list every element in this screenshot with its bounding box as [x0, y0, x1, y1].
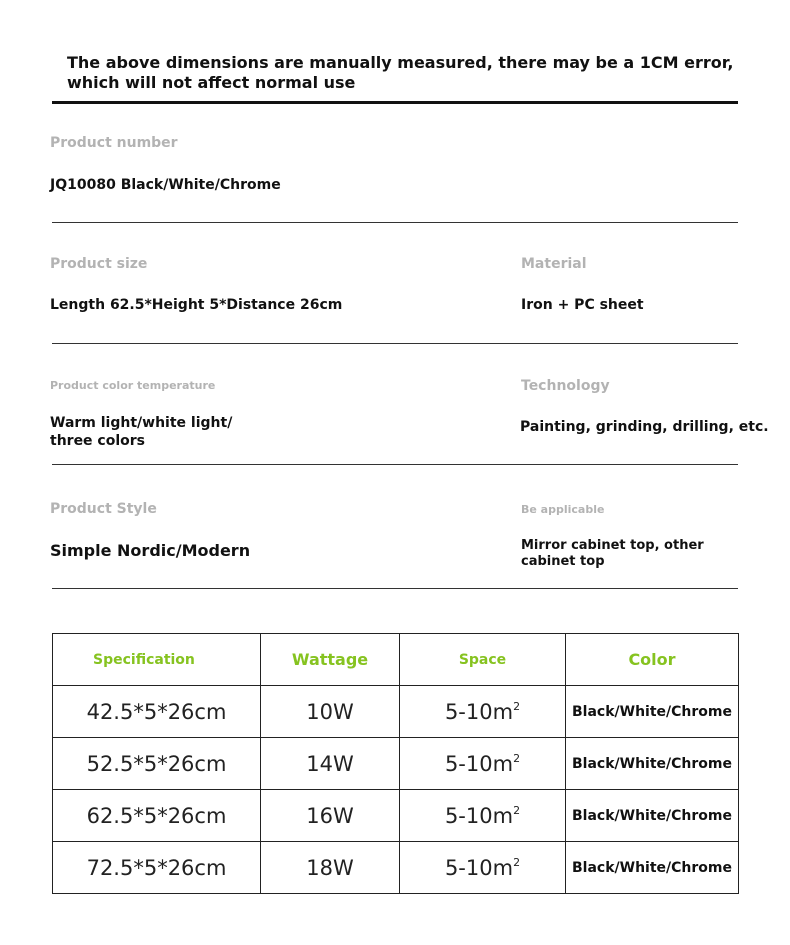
applicable-value-line1: Mirror cabinet top, other: [521, 538, 704, 553]
space-cell: [400, 842, 566, 894]
color-cell: Black/White/Chrome: [566, 790, 739, 842]
divider: [52, 101, 738, 104]
product-size-value: Length 62.5*Height 5*Distance 26cm: [50, 297, 343, 313]
technology-value: Painting, grinding, drilling, etc.: [520, 419, 769, 435]
technology-label: Technology: [521, 378, 610, 394]
wattage-cell: 18W: [261, 842, 400, 894]
material-value: Iron + PC sheet: [521, 297, 644, 313]
applicable-value-line2: cabinet top: [521, 554, 605, 569]
table-header-row: [53, 634, 739, 686]
space-value: 5-10m: [444, 855, 514, 880]
space-cell: [400, 686, 566, 738]
header-color: Color: [566, 634, 739, 686]
spec-cell: 42.5*5*26cm: [53, 686, 261, 738]
product-size-label: Product size: [50, 256, 148, 272]
color-temperature-value-line1: Warm light/white light/: [50, 415, 233, 431]
header-wattage: Wattage: [261, 634, 400, 686]
divider: [52, 588, 738, 589]
wattage-cell: 16W: [261, 790, 400, 842]
product-style-label: Product Style: [50, 501, 157, 517]
spec-cell: 62.5*5*26cm: [53, 790, 261, 842]
divider: [52, 343, 738, 344]
spec-cell: 52.5*5*26cm: [53, 738, 261, 790]
color-temperature-value-line2: three colors: [50, 433, 145, 449]
space-cell: [400, 790, 566, 842]
specification-table: [52, 633, 739, 894]
table-row: [53, 686, 739, 738]
table-row: [53, 842, 739, 894]
color-temperature-label: Product color temperature: [50, 379, 216, 392]
color-cell: Black/White/Chrome: [566, 686, 739, 738]
applicable-label: Be applicable: [521, 503, 605, 516]
spec-cell: 72.5*5*26cm: [53, 842, 261, 894]
material-label: Material: [521, 256, 587, 272]
product-number-value: JQ10080 Black/White/Chrome: [50, 177, 281, 193]
space-unit-superscript: 2: [513, 699, 521, 713]
header-space: Space: [400, 634, 566, 686]
space-cell: [400, 738, 566, 790]
header-specification: Specification: [53, 634, 261, 686]
product-number-label: Product number: [50, 135, 178, 151]
color-cell: Black/White/Chrome: [566, 842, 739, 894]
space-value: 5-10m: [444, 803, 514, 828]
dimension-notice: The above dimensions are manually measured, there may be a 1CM error, which will not affect normal use: [67, 53, 734, 92]
divider: [52, 464, 738, 465]
wattage-cell: 10W: [261, 686, 400, 738]
wattage-cell: 14W: [261, 738, 400, 790]
divider: [52, 222, 738, 223]
table-row: [53, 738, 739, 790]
color-cell: Black/White/Chrome: [566, 738, 739, 790]
space-unit-superscript: 2: [513, 855, 521, 869]
table-row: [53, 790, 739, 842]
product-style-value: Simple Nordic/Modern: [50, 541, 251, 560]
space-unit-superscript: 2: [513, 751, 521, 765]
space-value: 5-10m: [444, 699, 514, 724]
space-unit-superscript: 2: [513, 803, 521, 817]
space-value: 5-10m: [444, 751, 514, 776]
